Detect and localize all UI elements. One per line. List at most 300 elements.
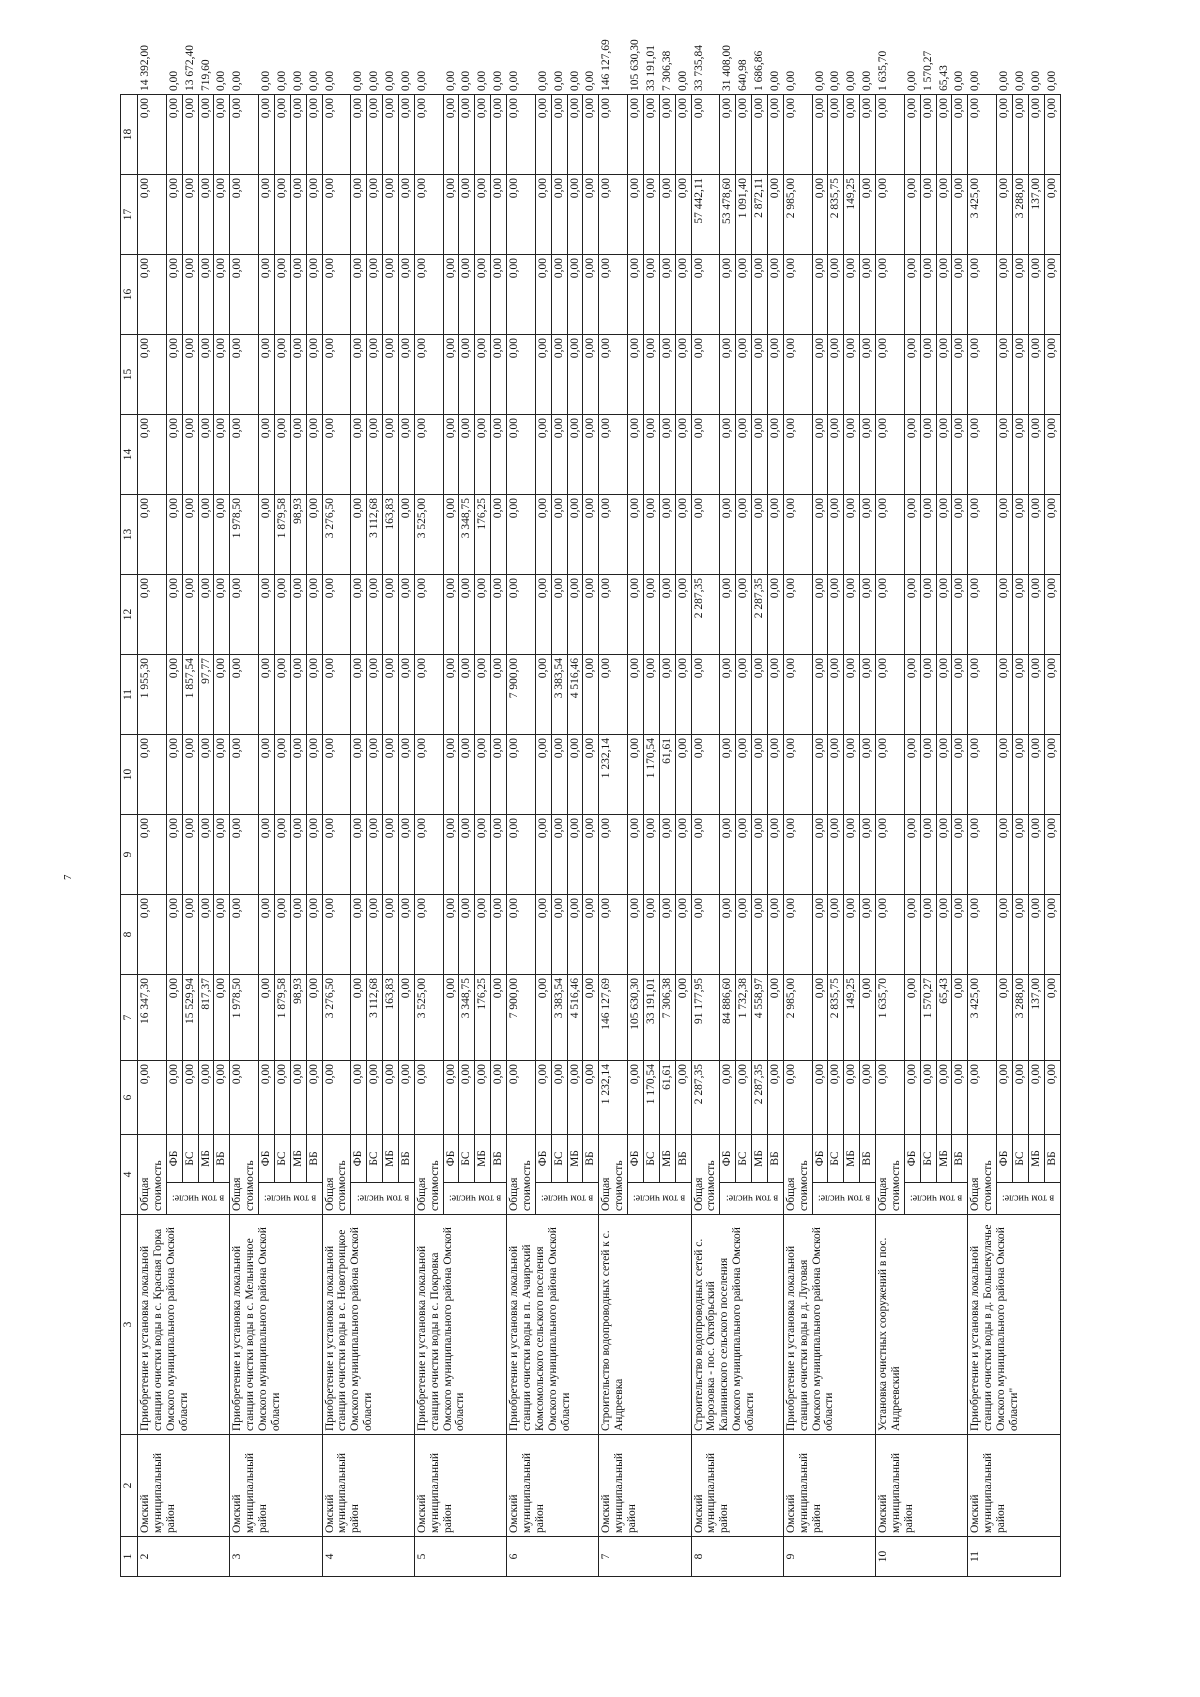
value-cell: 0,00 <box>952 335 968 415</box>
funding-source: ВБ <box>1044 1135 1060 1183</box>
value-cell: 0,00 <box>783 575 812 655</box>
value-cell: 0,00 <box>720 255 736 335</box>
value-cell: 0,00 <box>643 575 659 655</box>
value-cell: 0,00 <box>1044 975 1060 1061</box>
value-cell: 0,00 <box>599 815 628 895</box>
value-cell: 0,00 <box>351 735 367 815</box>
value-cell: 0,00 <box>230 1061 259 1135</box>
value-cell: 0,00 <box>952 95 968 175</box>
value-cell: 0,00 <box>475 655 491 735</box>
value-cell: 0,00 <box>551 95 567 175</box>
value-cell: 0,00 <box>675 175 691 255</box>
value-cell: 0,00 <box>952 975 968 1061</box>
value-cell: 0,00 <box>691 655 720 735</box>
value-cell: 0,00 <box>904 95 920 175</box>
value-cell: 0,00 <box>920 655 936 735</box>
value-cell: 0,00 <box>306 895 322 975</box>
value-cell: 1 857,54 <box>182 655 198 735</box>
total-cost-label: Общая стоимость <box>783 1135 812 1215</box>
total-cost-label: Общая стоимость <box>968 1135 997 1215</box>
value-cell: 0,00 <box>274 95 290 175</box>
value-cell: 0,00 <box>920 95 936 175</box>
value-cell: 3 276,50 <box>322 495 351 575</box>
value-cell: 0,00 <box>166 655 182 735</box>
value-cell: 0,00 <box>720 1061 736 1135</box>
value-cell: 1 879,58 <box>274 495 290 575</box>
value-cell: 0,00 <box>551 495 567 575</box>
table-body <box>138 39 1061 1577</box>
value-cell: 0,00 <box>535 815 551 895</box>
value-cell: 0,00 <box>567 815 583 895</box>
value-cell: 0,00 <box>306 175 322 255</box>
value-cell: 0,00 <box>920 495 936 575</box>
value-cell: 0,00 <box>904 415 920 495</box>
value-cell: 0,00 <box>214 655 230 735</box>
value-cell: 0,00 <box>599 415 628 495</box>
table-row: в том числе: ФБ 0,00 0,00 0,00 0,00 0,00 0,00 0,00 0,00 0,00 0,00 0,00 0,00 0,00 0,00 <box>166 95 182 1577</box>
value-cell: 0,00 <box>936 495 952 575</box>
value-cell: 0,00 <box>398 575 414 655</box>
funding-source: ФБ <box>535 1135 551 1183</box>
value-cell: 0,00 <box>659 95 675 175</box>
value-cell: 0,00 <box>767 575 783 655</box>
value-cell: 0,00 <box>259 815 275 895</box>
value-cell: 0,00 <box>459 735 475 815</box>
value-cell: 0,00 <box>691 735 720 815</box>
value-cell: 0,00 <box>351 255 367 335</box>
column-header: 17 <box>121 175 138 255</box>
table-row: 5 Омский муниципальный район Приобретение и установка локальной станции очистки воды в с. Покровка Омского муниципального района Омской области Общая стоимость 0,00 3 525,00 0,00 0,00 0,00 0,00 0,00 3 525,00 0,00 0,00 0,00 0,00 0,00 0,00 <box>414 95 443 1577</box>
value-cell: 0,00 <box>475 575 491 655</box>
value-cell: 0,00 <box>1012 735 1028 815</box>
value-cell: 61,61 <box>659 735 675 815</box>
value-cell: 0,00 <box>904 895 920 975</box>
value-cell: 0,00 <box>583 335 599 415</box>
table-row: БС 0,00 15 529,94 0,00 0,00 0,00 1 857,54 0,00 0,00 0,00 0,00 0,00 0,00 0,00 13 672,40 <box>182 95 198 1577</box>
value-cell: 0,00 <box>812 575 828 655</box>
value-cell: 0,00 <box>920 895 936 975</box>
funding-source: ВБ <box>306 1135 322 1183</box>
value-cell: 0,00 <box>230 575 259 655</box>
value-cell: 16 347,30 <box>138 975 167 1061</box>
table-row: ВБ 0,00 0,00 0,00 0,00 0,00 0,00 0,00 0,00 0,00 0,00 0,00 0,00 0,00 0,00 <box>952 95 968 1577</box>
value-cell: 3 525,00 <box>414 495 443 575</box>
value-cell: 0,00 <box>936 655 952 735</box>
funding-source: МБ <box>936 1135 952 1183</box>
value-cell: 0,00 <box>491 255 507 335</box>
table-row: БС 0,00 1 879,58 0,00 0,00 0,00 0,00 0,00 1 879,58 0,00 0,00 0,00 0,00 0,00 0,00 <box>274 95 290 1577</box>
activity-name: Строительство водопроводных сетей с. Морозовка - пос. Октябрьский Калининского сельского поселения Омского муниципального района Омской области <box>691 1215 783 1435</box>
value-cell: 0,00 <box>968 655 997 735</box>
value-cell: 0,00 <box>351 655 367 735</box>
value-cell: 0,00 <box>507 255 536 335</box>
activity-name: Приобретение и установка локальной станции очистки воды в п. Ачаирский Комсомольского сельского поселения Омского муниципального района Омской области <box>507 1215 599 1435</box>
value-cell: 0,00 <box>259 1061 275 1135</box>
row-number: 6 <box>507 1537 599 1577</box>
value-cell: 0,00 <box>628 95 644 175</box>
including-text: в том числе: <box>1002 1193 1055 1205</box>
value-cell: 3 112,68 <box>367 495 383 575</box>
value-cell: 0,00 <box>367 335 383 415</box>
value-cell: 0,00 <box>997 815 1013 895</box>
funding-source: БС <box>182 1135 198 1183</box>
value-cell: 0,00 <box>459 335 475 415</box>
value-cell: 0,00 <box>599 95 628 175</box>
table-row: БС 0,00 3 383,54 0,00 0,00 0,00 3 383,54 0,00 0,00 0,00 0,00 0,00 0,00 0,00 0,00 <box>551 95 567 1577</box>
value-cell: 0,00 <box>290 815 306 895</box>
value-cell: 0,00 <box>491 815 507 895</box>
value-cell: 0,00 <box>259 735 275 815</box>
value-cell: 0,00 <box>1044 575 1060 655</box>
value-cell: 0,00 <box>475 95 491 175</box>
value-cell: 0,00 <box>997 975 1013 1061</box>
value-cell: 0,00 <box>459 655 475 735</box>
including-text: в том числе: <box>633 1193 686 1205</box>
value-cell: 0,00 <box>306 815 322 895</box>
value-cell: 0,00 <box>876 415 905 495</box>
value-cell: 0,00 <box>1012 335 1028 415</box>
value-cell: 4 516,46 <box>567 975 583 1061</box>
value-cell: 0,00 <box>860 495 876 575</box>
value-cell: 0,00 <box>720 735 736 815</box>
value-cell: 0,00 <box>997 255 1013 335</box>
value-cell: 0,00 <box>844 815 860 895</box>
value-cell: 0,00 <box>828 335 844 415</box>
funding-source: ВБ <box>398 1135 414 1183</box>
value-cell: 0,00 <box>306 95 322 175</box>
value-cell: 0,00 <box>736 255 752 335</box>
value-cell: 0,00 <box>383 815 399 895</box>
funding-source: БС <box>274 1135 290 1183</box>
including-text: в том числе: <box>356 1193 409 1205</box>
value-cell: 0,00 <box>1028 255 1044 335</box>
table-row: 2 Омский муниципальный район Приобретение и установка локальной станции очистки воды в с. Красная Горка Омского муниципального района Омской области Общая стоимость 0,00 16 347,30 0,00 0,00 0,00 1 955,30 0,00 0,00 0,00 0,00 0,00 0,00 0,00 14 392,00 <box>138 95 167 1577</box>
value-cell: 0,00 <box>290 415 306 495</box>
value-cell: 84 886,60 <box>720 975 736 1061</box>
value-cell: 0,00 <box>198 895 214 975</box>
value-cell: 0,00 <box>783 1061 812 1135</box>
value-cell: 0,00 <box>675 1061 691 1135</box>
district-name: Омский муниципальный район <box>691 1435 783 1537</box>
district-name: Омский муниципальный район <box>507 1435 599 1537</box>
value-cell: 0,00 <box>691 335 720 415</box>
table-row: в том числе: ФБ 0,00 84 886,60 0,00 0,00 0,00 0,00 0,00 0,00 0,00 0,00 0,00 53 478,60 0,00 31 408,00 <box>720 95 736 1577</box>
value-cell: 0,00 <box>812 1061 828 1135</box>
funding-source: ФБ <box>259 1135 275 1183</box>
table-row: МБ 0,00 4 516,46 0,00 0,00 0,00 4 516,46 0,00 0,00 0,00 0,00 0,00 0,00 0,00 0,00 <box>567 95 583 1577</box>
value-cell: 0,00 <box>551 335 567 415</box>
table-row: в том числе: ФБ 0,00 0,00 0,00 0,00 0,00 0,00 0,00 0,00 0,00 0,00 0,00 0,00 0,00 0,00 <box>351 95 367 1577</box>
value-cell: 0,00 <box>675 735 691 815</box>
value-cell: 0,00 <box>567 175 583 255</box>
activity-name: Приобретение и установка локальной станции очистки воды в с. Покровка Омского муниципального района Омской области <box>414 1215 506 1435</box>
value-cell: 0,00 <box>551 175 567 255</box>
value-cell: 98,93 <box>290 495 306 575</box>
value-cell: 0,00 <box>860 975 876 1061</box>
value-cell: 0,00 <box>230 895 259 975</box>
value-cell: 0,00 <box>1044 95 1060 175</box>
value-cell: 0,00 <box>599 335 628 415</box>
value-cell: 0,00 <box>443 975 459 1061</box>
value-cell: 0,00 <box>599 175 628 255</box>
funding-source: БС <box>367 1135 383 1183</box>
funding-source: ВБ <box>860 1135 876 1183</box>
value-cell: 0,00 <box>628 335 644 415</box>
value-cell: 0,00 <box>876 495 905 575</box>
value-cell: 176,25 <box>475 975 491 1061</box>
table-row: в том числе: ФБ 0,00 0,00 0,00 0,00 0,00 0,00 0,00 0,00 0,00 0,00 0,00 0,00 0,00 0,00 <box>997 95 1013 1577</box>
value-cell: 3 425,00 <box>968 975 997 1061</box>
value-cell: 0,00 <box>1044 495 1060 575</box>
value-cell: 0,00 <box>414 415 443 495</box>
value-cell: 146 127,69 <box>599 975 628 1061</box>
value-cell: 0,00 <box>844 895 860 975</box>
value-cell: 0,00 <box>752 255 768 335</box>
value-cell: 0,00 <box>643 895 659 975</box>
activity-name: Приобретение и установка локальной станции очистки воды в с. Мельничное Омского муниципального района Омской области <box>230 1215 322 1435</box>
value-cell: 0,00 <box>920 335 936 415</box>
value-cell: 0,00 <box>860 175 876 255</box>
value-cell: 0,00 <box>783 415 812 495</box>
value-cell: 0,00 <box>214 575 230 655</box>
value-cell: 0,00 <box>322 815 351 895</box>
value-cell: 0,00 <box>675 335 691 415</box>
value-cell: 0,00 <box>583 655 599 735</box>
value-cell: 0,00 <box>351 895 367 975</box>
value-cell: 0,00 <box>198 735 214 815</box>
value-cell: 0,00 <box>290 255 306 335</box>
value-cell: 0,00 <box>904 655 920 735</box>
value-cell: 0,00 <box>214 415 230 495</box>
value-cell: 0,00 <box>182 575 198 655</box>
value-cell: 0,00 <box>1028 415 1044 495</box>
value-cell: 0,00 <box>322 335 351 415</box>
value-cell: 0,00 <box>567 495 583 575</box>
value-cell: 0,00 <box>767 815 783 895</box>
value-cell: 0,00 <box>767 95 783 175</box>
value-cell: 0,00 <box>920 815 936 895</box>
value-cell: 0,00 <box>767 175 783 255</box>
value-cell: 0,00 <box>952 655 968 735</box>
value-cell: 0,00 <box>628 495 644 575</box>
value-cell: 0,00 <box>904 1061 920 1135</box>
value-cell: 0,00 <box>383 735 399 815</box>
value-cell: 0,00 <box>628 815 644 895</box>
value-cell: 0,00 <box>812 495 828 575</box>
value-cell: 0,00 <box>583 415 599 495</box>
value-cell: 3 112,68 <box>367 975 383 1061</box>
value-cell: 0,00 <box>767 335 783 415</box>
value-cell: 0,00 <box>491 735 507 815</box>
value-cell: 0,00 <box>398 255 414 335</box>
funding-source: БС <box>1012 1135 1028 1183</box>
value-cell: 0,00 <box>720 95 736 175</box>
value-cell: 0,00 <box>567 735 583 815</box>
value-cell: 0,00 <box>643 95 659 175</box>
value-cell: 0,00 <box>752 335 768 415</box>
value-cell: 0,00 <box>752 95 768 175</box>
value-cell: 91 177,95 <box>691 975 720 1061</box>
value-cell: 0,00 <box>599 575 628 655</box>
total-cost-label: Общая стоимость <box>599 1135 628 1215</box>
value-cell: 0,00 <box>844 335 860 415</box>
value-cell: 61,61 <box>659 1061 675 1135</box>
district-name: Омский муниципальный район <box>876 1435 968 1537</box>
value-cell: 0,00 <box>1028 575 1044 655</box>
value-cell: 0,00 <box>659 255 675 335</box>
value-cell: 0,00 <box>351 415 367 495</box>
value-cell: 0,00 <box>182 415 198 495</box>
value-cell: 0,00 <box>844 415 860 495</box>
table-row: БС 0,00 3 348,75 0,00 0,00 0,00 0,00 0,00 3 348,75 0,00 0,00 0,00 0,00 0,00 0,00 <box>459 95 475 1577</box>
including-label <box>720 1183 784 1215</box>
value-cell: 0,00 <box>752 495 768 575</box>
value-cell: 0,00 <box>491 895 507 975</box>
value-cell: 0,00 <box>383 415 399 495</box>
activity-name: Приобретение и установка локальной станции очистки воды в д. Большекулачье Омского муниципального района Омской области" <box>968 1215 1060 1435</box>
activity-name: Строительство водопроводных сетей к с. Андреевка <box>599 1215 691 1435</box>
value-cell: 0,00 <box>198 255 214 335</box>
value-cell: 0,00 <box>1028 1061 1044 1135</box>
value-cell: 0,00 <box>182 1061 198 1135</box>
value-cell: 0,00 <box>599 255 628 335</box>
value-cell: 0,00 <box>535 975 551 1061</box>
value-cell: 2 985,00 <box>783 175 812 255</box>
value-cell: 0,00 <box>507 735 536 815</box>
table-row: МБ 61,61 7 306,38 0,00 0,00 61,61 0,00 0,00 0,00 0,00 0,00 0,00 0,00 0,00 7 306,38 <box>659 95 675 1577</box>
value-cell: 2 835,75 <box>828 975 844 1061</box>
funding-source: ФБ <box>628 1135 644 1183</box>
value-cell: 0,00 <box>767 975 783 1061</box>
value-cell: 4 558,97 <box>752 975 768 1061</box>
funding-source: ФБ <box>443 1135 459 1183</box>
column-header: 11 <box>121 655 138 735</box>
value-cell: 0,00 <box>443 335 459 415</box>
value-cell: 176,25 <box>475 495 491 575</box>
including-label <box>443 1183 507 1215</box>
value-cell: 7 900,00 <box>507 655 536 735</box>
table-row: ВБ 0,00 0,00 0,00 0,00 0,00 0,00 0,00 0,00 0,00 0,00 0,00 0,00 0,00 0,00 <box>306 95 322 1577</box>
value-cell: 0,00 <box>997 895 1013 975</box>
value-cell: 0,00 <box>443 255 459 335</box>
value-cell: 0,00 <box>290 895 306 975</box>
value-cell: 97,77 <box>198 655 214 735</box>
value-cell: 0,00 <box>691 495 720 575</box>
value-cell: 0,00 <box>1028 335 1044 415</box>
value-cell: 0,00 <box>936 1061 952 1135</box>
value-cell: 0,00 <box>182 175 198 255</box>
including-label <box>351 1183 415 1215</box>
funding-source: БС <box>828 1135 844 1183</box>
column-header: 4 <box>121 1135 138 1215</box>
value-cell: 0,00 <box>812 815 828 895</box>
including-text: в том числе: <box>448 1193 501 1205</box>
value-cell: 0,00 <box>1028 655 1044 735</box>
column-header: 14 <box>121 415 138 495</box>
value-cell: 0,00 <box>306 415 322 495</box>
column-header: 6 <box>121 1061 138 1135</box>
value-cell: 0,00 <box>182 815 198 895</box>
value-cell: 0,00 <box>443 815 459 895</box>
value-cell: 1 879,58 <box>274 975 290 1061</box>
value-cell: 3 383,54 <box>551 975 567 1061</box>
value-cell: 0,00 <box>675 415 691 495</box>
value-cell: 0,00 <box>414 815 443 895</box>
value-cell: 0,00 <box>952 415 968 495</box>
value-cell: 0,00 <box>535 95 551 175</box>
value-cell: 0,00 <box>290 335 306 415</box>
row-number: 10 <box>876 1537 968 1577</box>
value-cell: 1 978,50 <box>230 975 259 1061</box>
value-cell: 0,00 <box>138 735 167 815</box>
value-cell: 0,00 <box>259 495 275 575</box>
district-name: Омский муниципальный район <box>599 1435 691 1537</box>
value-cell: 0,00 <box>783 895 812 975</box>
value-cell: 0,00 <box>1044 655 1060 735</box>
value-cell: 0,00 <box>383 175 399 255</box>
value-cell: 2 287,35 <box>752 575 768 655</box>
value-cell: 0,00 <box>443 495 459 575</box>
value-cell: 0,00 <box>783 655 812 735</box>
value-cell: 0,00 <box>720 495 736 575</box>
value-cell: 0,00 <box>659 415 675 495</box>
value-cell: 0,00 <box>876 895 905 975</box>
value-cell: 0,00 <box>952 895 968 975</box>
value-cell: 0,00 <box>138 175 167 255</box>
value-cell: 0,00 <box>936 575 952 655</box>
value-cell: 0,00 <box>351 575 367 655</box>
value-cell: 0,00 <box>1028 495 1044 575</box>
value-cell: 0,00 <box>997 95 1013 175</box>
value-cell: 0,00 <box>844 255 860 335</box>
value-cell: 0,00 <box>322 415 351 495</box>
value-cell: 0,00 <box>259 575 275 655</box>
value-cell: 0,00 <box>599 655 628 735</box>
table-row: ВБ 0,00 0,00 0,00 0,00 0,00 0,00 0,00 0,00 0,00 0,00 0,00 0,00 0,00 0,00 <box>398 95 414 1577</box>
value-cell: 0,00 <box>230 415 259 495</box>
table-row: МБ 0,00 65,43 0,00 0,00 0,00 0,00 0,00 0,00 0,00 0,00 0,00 0,00 0,00 65,43 <box>936 95 952 1577</box>
table-row: БС 1 170,54 33 191,01 0,00 0,00 1 170,54 0,00 0,00 0,00 0,00 0,00 0,00 0,00 0,00 33 191,01 <box>643 95 659 1577</box>
column-header: 18 <box>121 95 138 175</box>
value-cell: 0,00 <box>828 655 844 735</box>
district-name: Омский муниципальный район <box>322 1435 414 1537</box>
value-cell: 1 170,54 <box>643 1061 659 1135</box>
value-cell: 1 232,14 <box>599 1061 628 1135</box>
value-cell: 0,00 <box>535 575 551 655</box>
total-cost-label: Общая стоимость <box>138 1135 167 1215</box>
value-cell: 0,00 <box>274 735 290 815</box>
value-cell: 0,00 <box>351 175 367 255</box>
value-cell: 0,00 <box>783 815 812 895</box>
value-cell: 3 425,00 <box>968 175 997 255</box>
value-cell: 0,00 <box>414 655 443 735</box>
row-number: 2 <box>138 1537 230 1577</box>
including-label <box>812 1183 876 1215</box>
value-cell: 0,00 <box>274 895 290 975</box>
district-name: Омский муниципальный район <box>414 1435 506 1537</box>
value-cell: 0,00 <box>367 575 383 655</box>
value-cell: 0,00 <box>736 575 752 655</box>
value-cell: 0,00 <box>322 735 351 815</box>
value-cell: 0,00 <box>259 895 275 975</box>
value-cell: 0,00 <box>198 175 214 255</box>
row-number: 8 <box>691 1537 783 1577</box>
column-header: 10 <box>121 735 138 815</box>
value-cell: 0,00 <box>828 895 844 975</box>
including-text: в том числе: <box>540 1193 594 1205</box>
value-cell: 0,00 <box>1044 335 1060 415</box>
value-cell: 0,00 <box>214 335 230 415</box>
